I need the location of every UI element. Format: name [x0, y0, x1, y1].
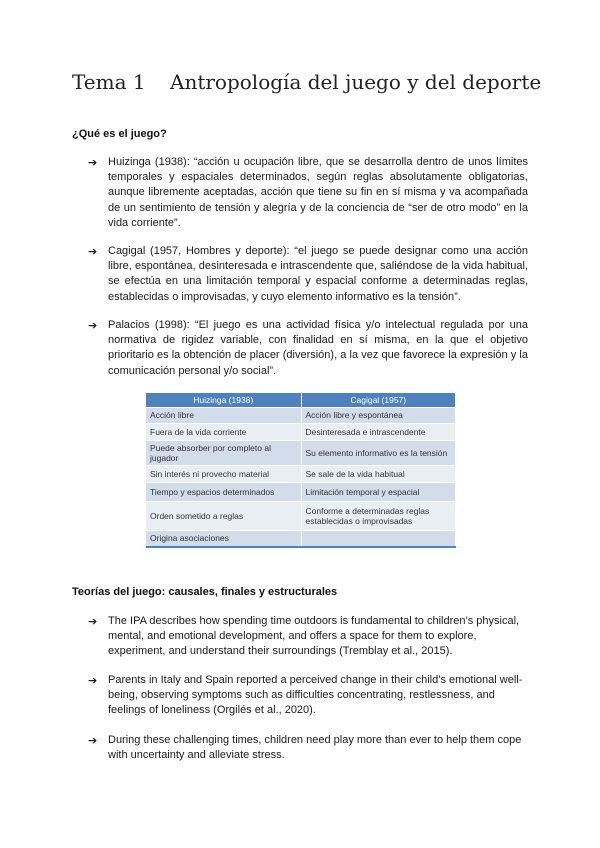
table-header-huizinga: Huizinga (1938) — [146, 393, 301, 407]
arrow-right-icon: ➔ — [88, 156, 98, 169]
arrow-right-icon: ➔ — [88, 319, 98, 332]
bullet-text-challenging: During these challenging times, children need play more than ever to help them cope with uncertainty and alleviate stress. — [108, 734, 522, 762]
bullet-text-palacios: Palacios (1998): “El juego es una actividad física y/o intelectual regulada por una normativa de rigidez variable, con finalidad en sí misma, en la que el objetivo prioritario es la obtención de placer (diversión), a la vez que favorece la expresión y la comunicación personal y/o social”. — [108, 319, 528, 377]
title-text: Antropología del juego y del deporte — [170, 70, 542, 94]
table-cell: Origina asociaciones — [146, 530, 301, 547]
table-cell: Puede absorber por completo al jugador — [146, 440, 301, 465]
table-row — [146, 423, 456, 440]
table-cell: Tiempo y espacios determinados — [146, 482, 301, 501]
page-title — [72, 70, 541, 94]
list-item — [88, 318, 528, 379]
list-item — [88, 614, 528, 660]
table-cell: Sin interés ni provecho material — [146, 465, 301, 482]
arrow-right-icon: ➔ — [88, 734, 98, 747]
table-cell: Fuera de la vida corriente — [146, 423, 301, 440]
table-cell: Desinteresada e intrascendente — [301, 423, 456, 440]
bullet-text-ipa: The IPA describes how spending time outdoors is fundamental to children’s physical, mental, and emotional development, and offers a space for them to explore, experiment, and understand their surroundings (Tremblay et al., 2015). — [108, 615, 520, 658]
arrow-right-icon: ➔ — [88, 674, 98, 687]
list-item — [88, 155, 528, 231]
section-heading-teorias-del-juego: Teorías del juego: causales, finales y estructurales — [72, 586, 338, 598]
arrow-right-icon: ➔ — [88, 245, 98, 258]
table-header-cagigal: Cagigal (1957) — [301, 393, 456, 407]
bullet-text-huizinga: Huizinga (1938): “acción u ocupación libre, que se desarrolla dentro de unos límites temporales y espaciales determinados, según reglas absolutamente obligatorias, aunque libremente aceptadas, acción que tiene su fin en sí misma y va acompañada de un sentimiento de tensión y alegría y de la conciencia de “ser de otro modo” en la vida corriente”. — [108, 156, 528, 229]
table-cell: Limitación temporal y espacial — [301, 482, 456, 501]
table-cell: Se sale de la vida habitual — [301, 465, 456, 482]
list-item — [88, 733, 528, 763]
bullet-text-cagigal: Cagigal (1957, Hombres y deporte): “el juego se puede designar como una acción libre, espontánea, desinteresada e intrascendente que, saliéndose de la vida habitual, se efectúa en una limitación temporal y espacial conforme a determinadas reglas, establecidas o improvisadas, y cuyo elemento informativo es la tensión”. — [108, 245, 528, 303]
table-cell: Acción libre y espontánea — [301, 407, 456, 423]
title-number: Tema 1 — [72, 70, 146, 94]
table-row — [146, 440, 456, 465]
table-cell: Orden sometido a reglas — [146, 501, 301, 530]
arrow-right-icon: ➔ — [88, 615, 98, 628]
table-row — [146, 530, 456, 547]
comparison-table — [146, 393, 456, 548]
section-heading-que-es-el-juego: ¿Qué es el juego? — [72, 128, 167, 140]
table-cell: Conforme a determinadas reglas establecidas o improvisadas — [301, 501, 456, 530]
table-cell: Su elemento informativo es la tensión — [301, 440, 456, 465]
list-item — [88, 673, 528, 719]
table-cell — [301, 530, 456, 547]
bullet-text-parents: Parents in Italy and Spain reported a perceived change in their child’s emotional well-being, observing symptoms such as difficulties concentrating, restlessness, and feelings of loneliness (Orgilés et al., 2020). — [108, 674, 523, 717]
table-header-row — [146, 393, 456, 407]
table-row — [146, 482, 456, 501]
list-item — [88, 244, 528, 305]
table-row — [146, 465, 456, 482]
table-row — [146, 407, 456, 423]
table-row — [146, 501, 456, 530]
table-cell: Acción libre — [146, 407, 301, 423]
